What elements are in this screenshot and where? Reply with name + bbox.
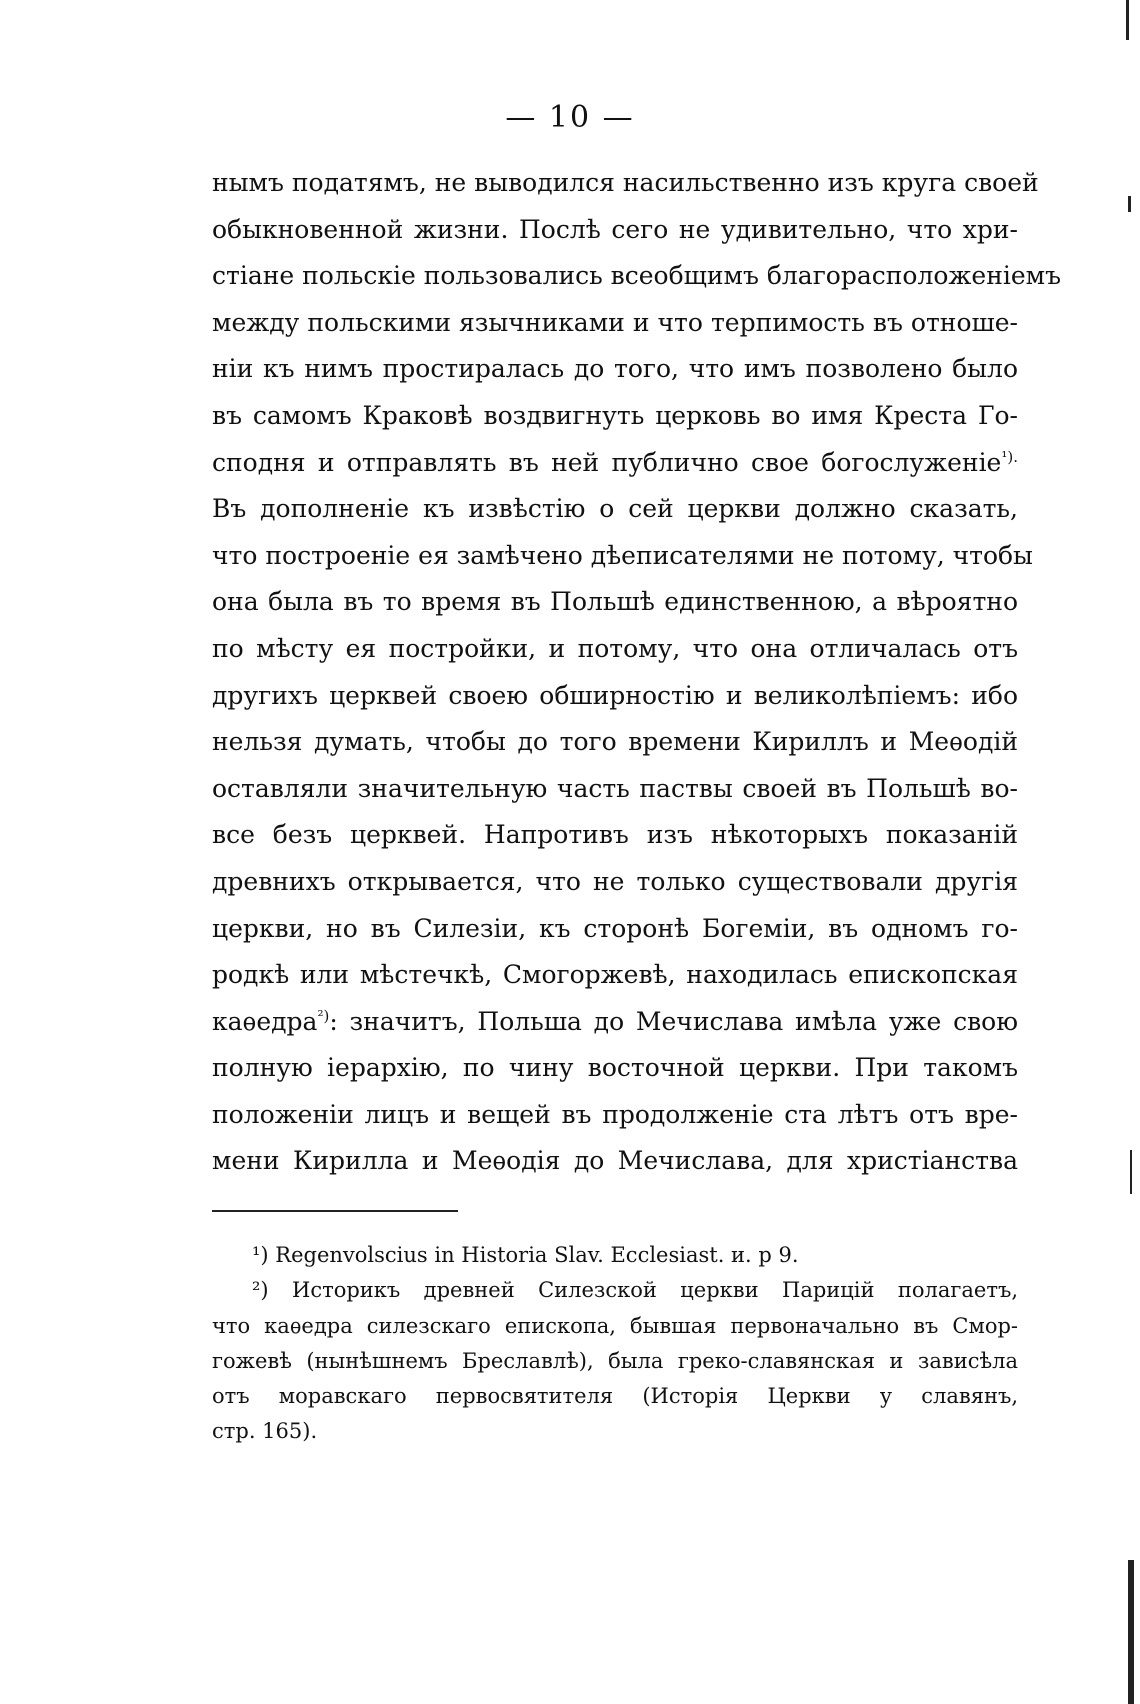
- footnote-2-line: гожевѣ (нынѣшнемъ Бреславлѣ), была греко-славянская и зависѣла: [212, 1348, 1018, 1373]
- text-line: въ самомъ Краковѣ воздвигнуть церковь во имя Креста Го-: [212, 400, 1018, 430]
- scan-edge-mark: [1128, 1560, 1134, 1704]
- footnotes: [212, 1238, 1018, 1450]
- text-line-with-footnote-ref: [212, 440, 1018, 487]
- text-line: что построеніе ея замѣчено дѣеписателями не потому, чтобы: [212, 540, 1033, 570]
- text-line: по мѣсту ея постройки, и потому, что она отличалась отъ: [212, 633, 1018, 663]
- scan-edge-mark: [1126, 0, 1129, 40]
- text-line: ніи къ нимъ простиралась до того, что имъ позволено было: [212, 354, 1018, 384]
- text-line: она была въ то время въ Польшѣ единственною, а вѣроятно: [212, 587, 1018, 617]
- text-line-content: : значитъ, Польша до Мечислава имѣла уже свою: [329, 1006, 1018, 1036]
- text-line: другихъ церквей своею обширностію и великолѣпіемъ: ибо: [212, 680, 1018, 710]
- text-line: оставляли значительную часть паствы своей въ Польшѣ во-: [212, 773, 1018, 803]
- text-line: положеніи лицъ и вещей въ продолженіе ста лѣтъ отъ вре-: [212, 1099, 1018, 1129]
- text-line: церкви, но въ Силезіи, къ сторонѣ Богеміи, въ одномъ го-: [212, 913, 1018, 943]
- text-line: нельзя думать, чтобы до того времени Кириллъ и Меѳодій: [212, 727, 1018, 757]
- text-line-content: каѳедра: [212, 1006, 318, 1036]
- footnote-divider: [212, 1210, 458, 1212]
- text-line: мени Кирилла и Меѳодія до Мечислава, для христіанства: [212, 1146, 1018, 1176]
- text-line-with-footnote-ref: [212, 999, 1018, 1046]
- footnote-2-line: отъ моравскаго первосвятителя (Исторія Церкви у славянъ,: [212, 1384, 1018, 1409]
- scan-edge-mark: [1128, 196, 1131, 212]
- text-line: родкѣ или мѣстечкѣ, Смогоржевѣ, находилась епископская: [212, 960, 1018, 990]
- footnote-2-line: стр. 165).: [212, 1419, 318, 1444]
- main-text: [212, 160, 1061, 1185]
- page-number: — 10 —: [505, 100, 635, 135]
- text-line: все безъ церквей. Напротивъ изъ нѣкоторыхъ показаній: [212, 820, 1018, 850]
- text-line: полную іерархію, по чину восточной церкви. При такомъ: [212, 1053, 1018, 1083]
- footnote-2-line: ²) Историкъ древней Силезской церкви Парицій полагаетъ,: [252, 1278, 1018, 1303]
- footnote-ref-2: ²): [317, 1006, 330, 1025]
- text-line: древнихъ открывается, что не только существовали другія: [212, 866, 1018, 896]
- text-line: стіане польскіе пользовались всеобщимъ благорасположеніемъ: [212, 261, 1061, 291]
- text-line: между польскими язычниками и что терпимость въ отноше-: [212, 307, 1018, 337]
- footnote-ref-1: ¹).: [1001, 447, 1018, 466]
- text-line-content: сподня и отправлять въ ней публично свое богослуженіе: [212, 447, 1002, 477]
- text-line: нымъ податямъ, не выводился насильственно изъ круга своей: [212, 168, 1039, 197]
- footnote-1: ¹) Regenvolscius in Historia Slav. Ecclesiast. и. р 9.: [252, 1243, 799, 1267]
- scan-edge-mark: [1130, 1150, 1132, 1194]
- text-line: Въ дополненіе къ извѣстію о сей церкви должно сказать,: [212, 494, 1018, 524]
- footnote-2-line: что каѳедра силезскаго епископа, бывшая первоначально въ Смор-: [212, 1313, 1018, 1338]
- text-line: обыкновенной жизни. Послѣ сего не удивительно, что хри-: [212, 214, 1018, 244]
